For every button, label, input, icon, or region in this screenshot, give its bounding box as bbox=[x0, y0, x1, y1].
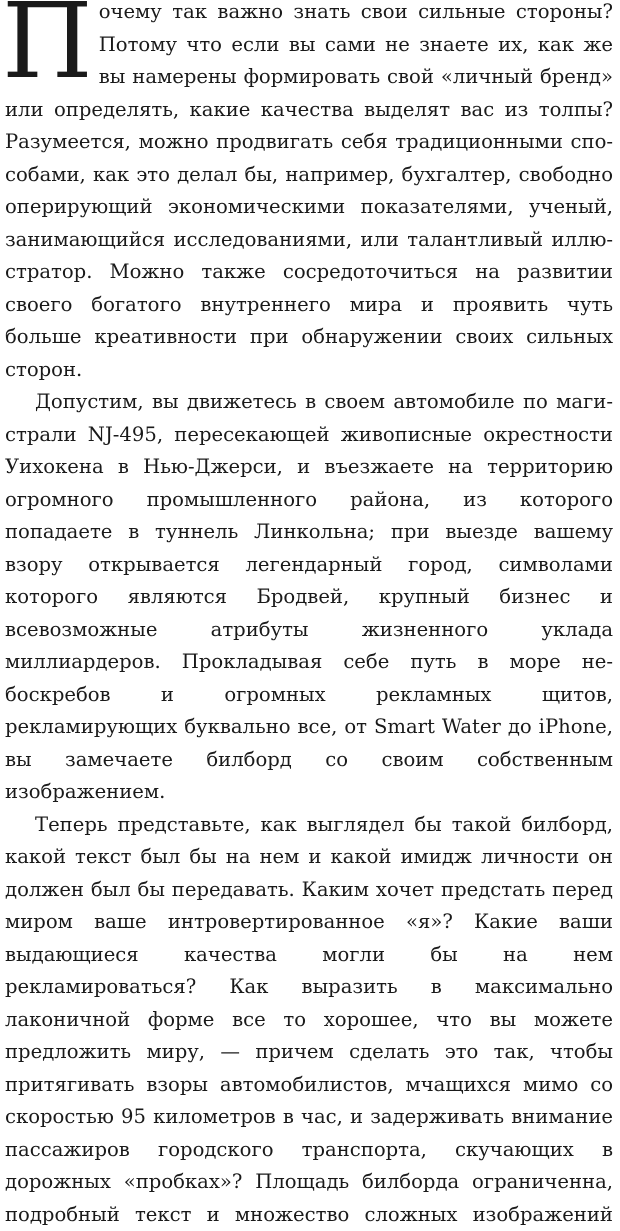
paragraph-2: Допустим, вы движетесь в своем автомобиле по магистрали NJ-495, пересекающей живописные окрестности Уихокена в Нью-Джерси, и въезжаете на территорию огромного промышленного района, из которого попадаете в туннель Линкольна; при выезде вашему взору открывается легендарный город, символами которого являются Бродвей, крупный бизнес и всевозможные атрибуты жизненного уклада миллиардеров. Прокладывая себе путь в море небоскребов и огромных рекламных щитов, рекламирующих буквально все, от Smart Water до iPhone, вы замечаете билборд со своим собственным изображением. bbox=[5, 386, 613, 809]
book-page bbox=[5, 0, 613, 1231]
paragraph-3: Теперь представьте, как выглядел бы такой билборд, какой текст был бы на нем и какой имидж личности он должен был бы передавать. Каким хочет предстать перед миром ваше интровертированное «я»? Какие ваши выдающиеся качества могли бы на нем рекламироваться? Как выразить в максимально лаконичной форме все то хорошее, что вы можете предложить миру, — причем сделать это так, чтобы притягивать взоры автомобилистов, мчащихся мимо со скоростью 95 километров в час, и задерживать внимание пассажиров городского транспорта, скучающих в дорожных «пробках»? Площадь билборда ограниченна, подробный текст и множество сложных изображений bbox=[5, 809, 613, 1231]
paragraph-1 bbox=[5, 0, 613, 386]
paragraph-1-text: очему так важно знать свои сильные стороны? Потому что если вы сами не знаете их, как же вы намерены формировать свой «личный бренд» или определять, какие качества выделят вас из толпы? Разумеется, можно продвигать себя традиционными способами, как это делал бы, например, бухгалтер, свободно оперирующий экономическими показателями, ученый, занимающийся исследованиями, или талантливый иллюстратор. Можно также сосредоточиться на развитии своего богатого внутреннего мира и проявить чуть больше креативности при обнаружении своих сильных сторон. bbox=[5, 0, 613, 381]
drop-cap: П bbox=[2, 2, 93, 82]
